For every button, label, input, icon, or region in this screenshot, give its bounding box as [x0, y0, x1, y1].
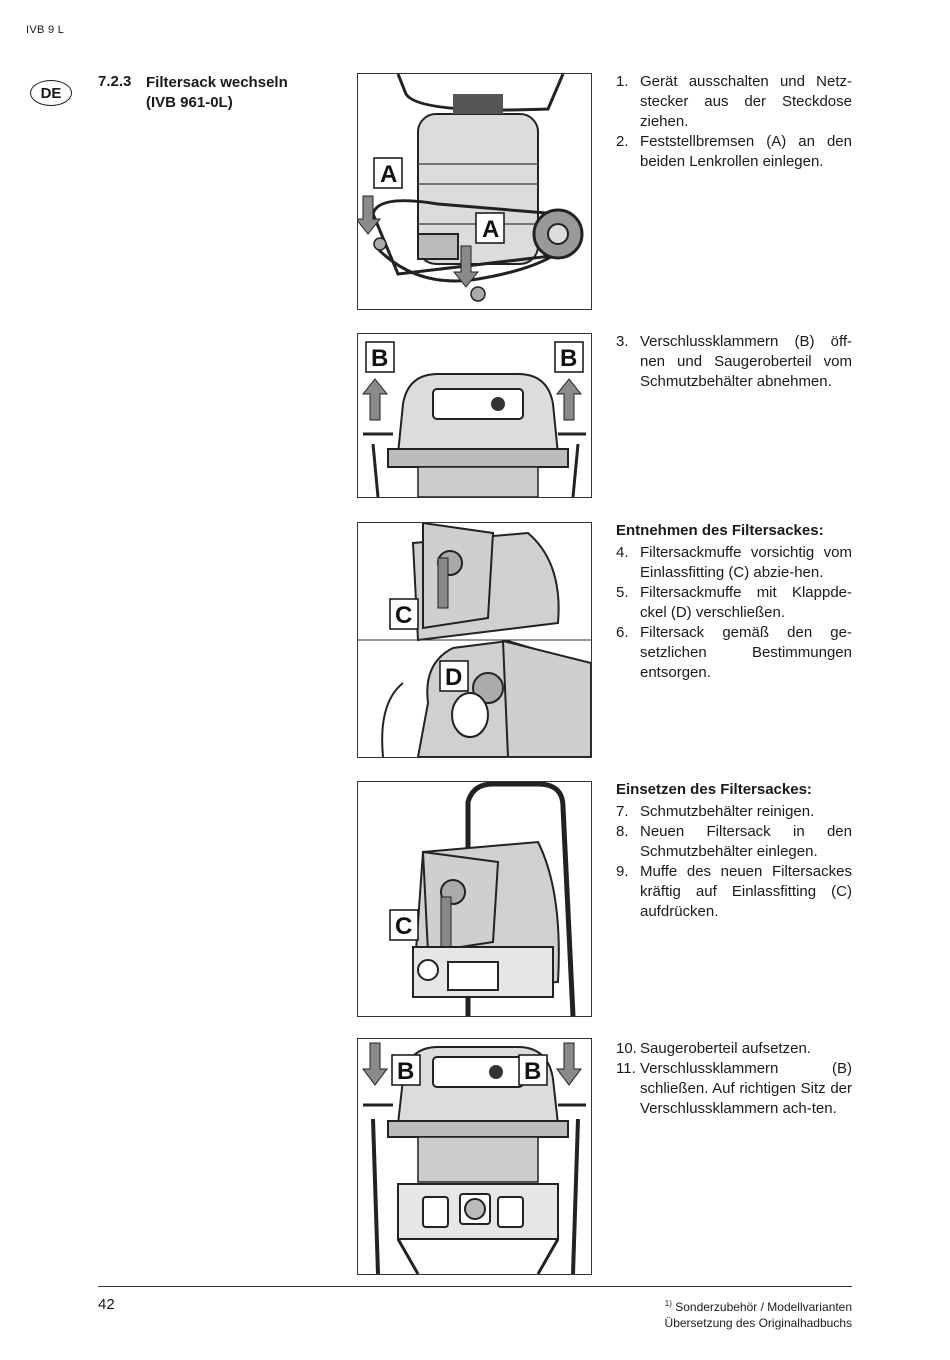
step-10 [616, 1039, 852, 1059]
section-title-line1: Filtersack wechseln [146, 74, 288, 91]
label-a-2-text: A [482, 216, 500, 243]
step-1 [616, 72, 852, 132]
language-badge [30, 80, 72, 106]
page-number: 42 [98, 1296, 115, 1313]
steps-block-2 [616, 332, 852, 392]
label-c-insert-text: C [395, 913, 413, 940]
label-a-1-text: A [380, 161, 398, 188]
step-text: Filtersackmuffe mit Klappde-ckel (D) verschließen. [640, 584, 852, 621]
steps-block-5 [616, 1039, 852, 1119]
step-number: 7. [616, 803, 629, 820]
step-number: 2. [616, 133, 629, 150]
step-5 [616, 583, 852, 623]
step-text: Saugeroberteil aufsetzen. [640, 1040, 811, 1057]
step-text: Verschlussklammern (B) schließen. Auf richtigen Sitz der Verschlussklammern ach-ten. [640, 1060, 852, 1117]
subheading-remove-bag: Entnehmen des Filtersackes: [616, 522, 824, 539]
step-number: 8. [616, 823, 629, 840]
step-11 [616, 1059, 852, 1119]
step-text: Muffe des neuen Filtersackes kräftig auf Einlassfitting (C) aufdrücken. [640, 863, 852, 920]
footnote [665, 1296, 852, 1331]
label-b-right-text: B [560, 345, 578, 372]
step-text: Schmutzbehälter reinigen. [640, 803, 815, 820]
section-title [146, 73, 288, 113]
step-number: 1. [616, 73, 629, 90]
language-badge-label: DE [40, 84, 62, 102]
step-number: 5. [616, 584, 629, 601]
step-text: Verschlussklammern (B) öff-nen und Saugeroberteil vom Schmutzbehälter abnehmen. [640, 333, 852, 390]
step-8 [616, 822, 852, 862]
step-number: 3. [616, 333, 629, 350]
model-code: IVB 9 L [26, 24, 65, 36]
step-text: Neuen Filtersack in den Schmutzbehälter einlegen. [640, 823, 852, 860]
footnote-marker: 1) [664, 1299, 672, 1308]
label-d [440, 661, 468, 691]
step-number: 6. [616, 624, 629, 641]
label-c-insert [390, 910, 418, 940]
step-number: 11. [616, 1060, 636, 1077]
footer-divider [98, 1286, 852, 1287]
label-b-left [366, 342, 394, 372]
section-number: 7.2.3 [98, 73, 132, 90]
steps-block-1 [616, 72, 852, 172]
figure-remove-top [357, 333, 592, 498]
figure-insert-bag [357, 781, 592, 1017]
step-text: Filtersack gemäß den ge-setzlichen Bestimmungen entsorgen. [640, 624, 852, 681]
label-b-left-refit [392, 1055, 420, 1085]
step-4 [616, 543, 852, 583]
step-2 [616, 132, 852, 172]
steps-block-4 [616, 780, 852, 922]
label-a-1 [374, 158, 402, 188]
step-text: Feststellbremsen (A) an den beiden Lenkrollen einlegen. [640, 133, 852, 170]
label-b-left-text: B [371, 345, 389, 372]
step-text: Gerät ausschalten und Netz-stecker aus der Steckdose ziehen. [640, 73, 852, 130]
step-number: 10. [616, 1040, 637, 1057]
label-b-right [555, 342, 583, 372]
figure-brakes [357, 73, 592, 310]
step-number: 9. [616, 863, 629, 880]
label-c-text: C [395, 602, 413, 629]
footnote-line1 [665, 1296, 852, 1315]
figure-remove-bag [357, 522, 592, 758]
step-number: 4. [616, 544, 629, 561]
step-9 [616, 862, 852, 922]
step-3 [616, 332, 852, 392]
label-d-text: D [445, 664, 463, 691]
footnote-line2: Übersetzung des Originalhadbuchs [664, 1316, 852, 1330]
step-6 [616, 623, 852, 683]
subheading-insert-bag: Einsetzen des Filtersackes: [616, 781, 812, 798]
footnote-line1-text: Sonderzubehör / Modellvarianten [675, 1300, 852, 1314]
section-title-line2: (IVB 961-0L) [146, 94, 233, 111]
label-b-left-refit-text: B [397, 1058, 415, 1085]
steps-block-3 [616, 521, 852, 683]
label-b-right-refit-text: B [524, 1058, 542, 1085]
step-7 [616, 802, 852, 822]
label-a-2 [476, 213, 504, 243]
label-c [390, 599, 418, 629]
step-text: Filtersackmuffe vorsichtig vom Einlassfitting (C) abzie-hen. [640, 544, 852, 581]
label-b-right-refit [519, 1055, 547, 1085]
figure-refit-top [357, 1038, 592, 1275]
